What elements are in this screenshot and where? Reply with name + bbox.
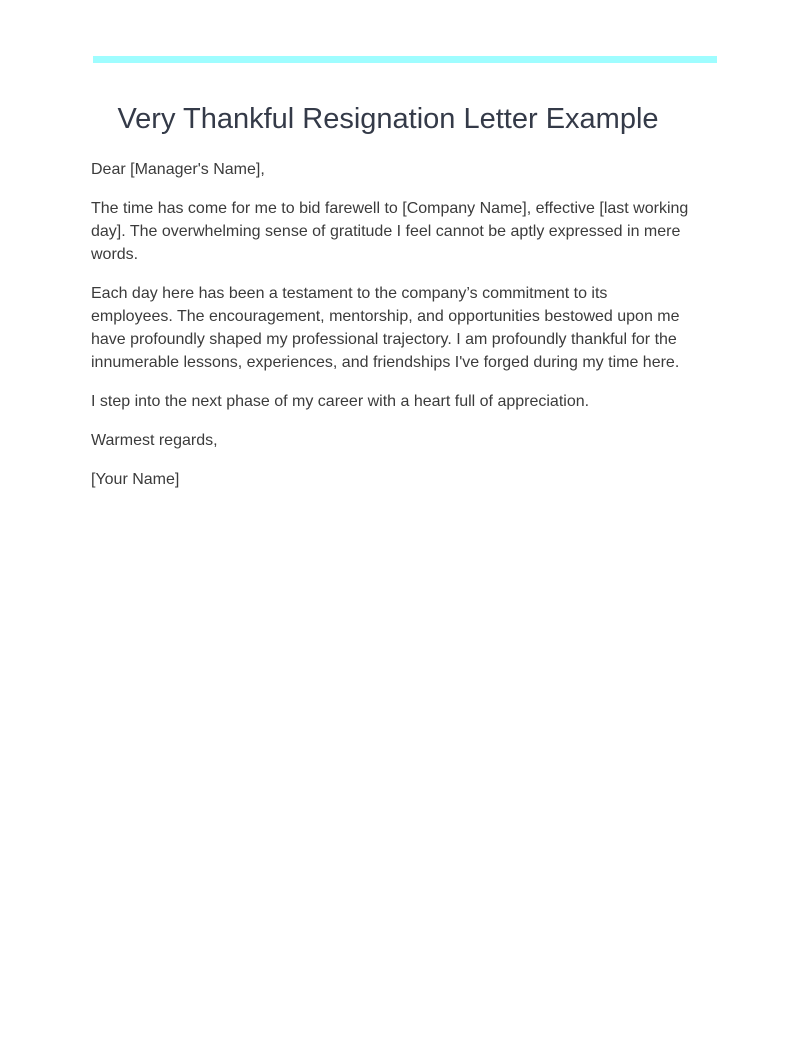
accent-bar	[93, 56, 717, 63]
letter-signature: [Your Name]	[91, 471, 180, 488]
letter-paragraph: I step into the next phase of my career with a heart full of appreciation.	[91, 393, 590, 410]
page-title: Very Thankful Resignation Letter Example	[117, 103, 659, 135]
letter-paragraph: The time has come for me to bid farewell to [Company Name], effective [last working day]. The overwhelming sense of gratitude I feel cannot be aptly expressed in mere words.	[91, 200, 689, 263]
letter-closing: Warmest regards,	[91, 432, 218, 449]
letter-greeting: Dear [Manager's Name],	[91, 161, 265, 178]
letter-paragraph: Each day here has been a testament to the company’s commitment to its employees. The encouragement, mentorship, and opportunities bestowed upon me have profoundly shaped my professional trajectory. I am profoundly thankful for the innumerable lessons, experiences, and friendships I've forged during my time here.	[91, 285, 680, 371]
letter-body	[91, 158, 691, 507]
